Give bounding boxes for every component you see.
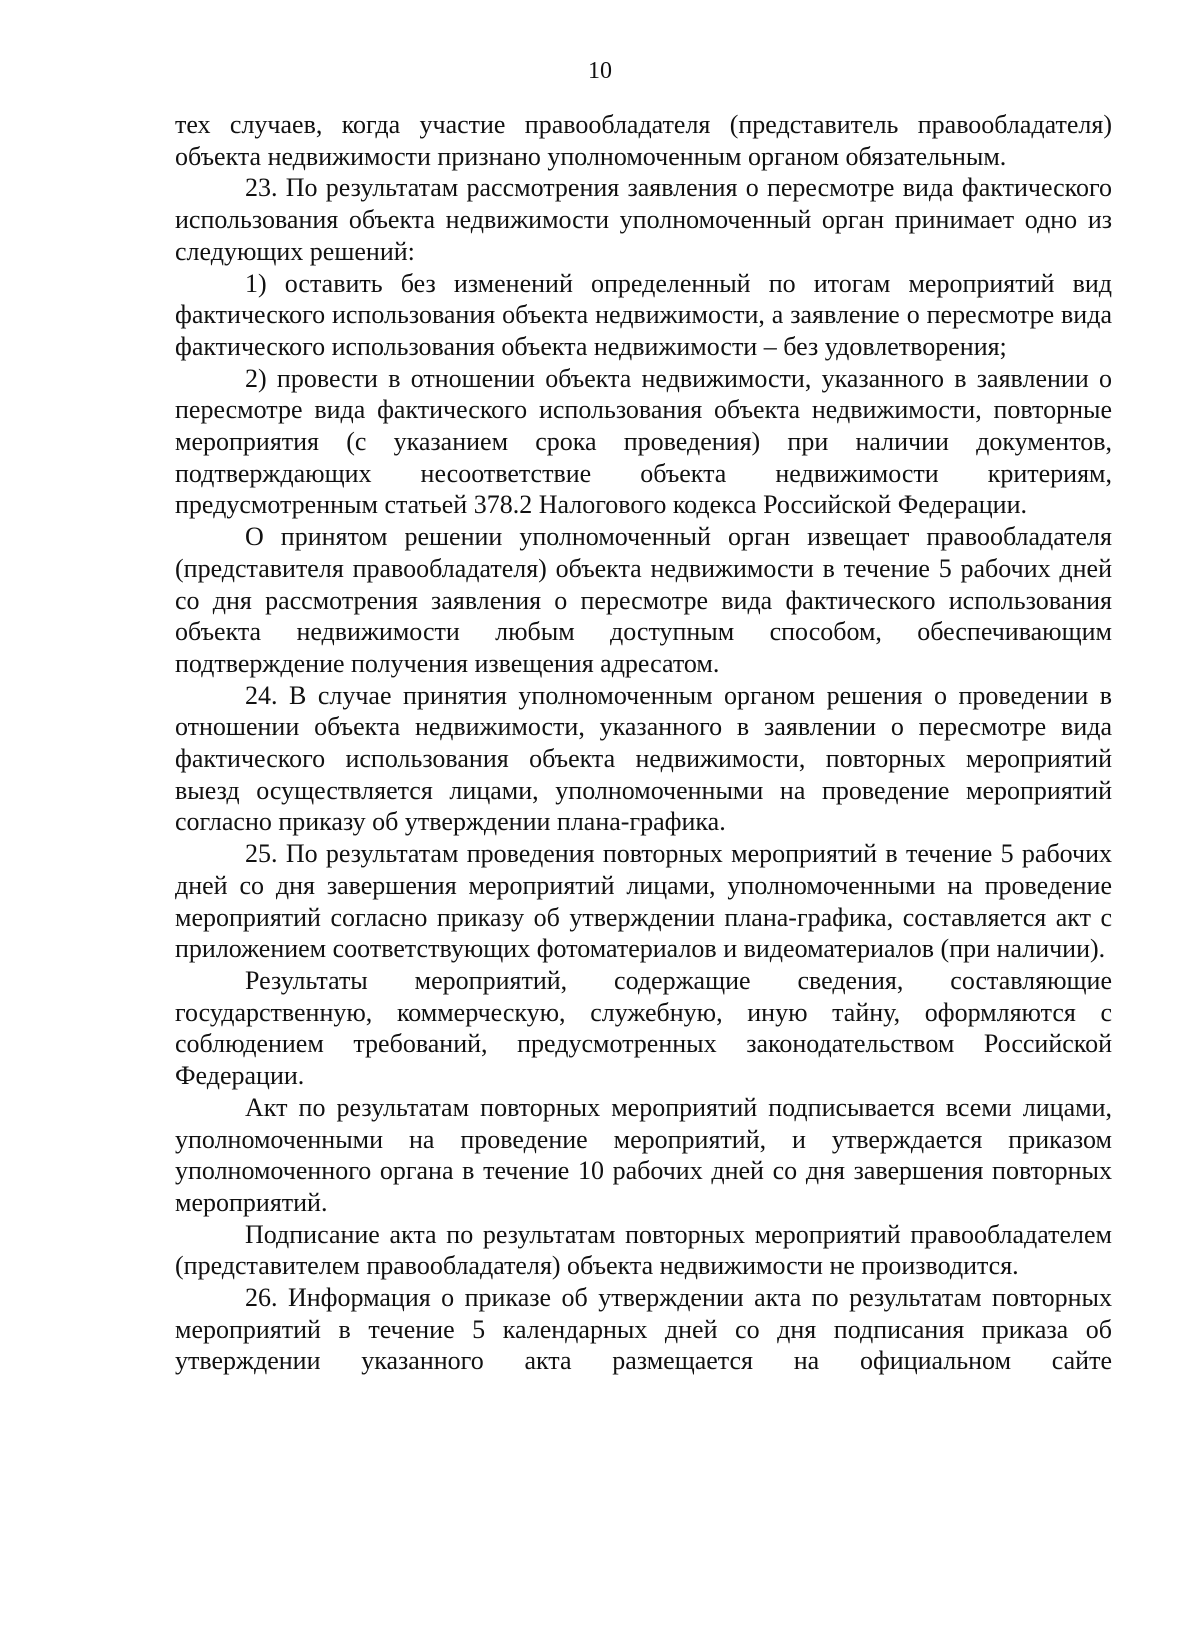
document-body (175, 109, 1112, 1377)
paragraph-item-26: 26. Информация о приказе об утверждении акта по результатам повторных мероприятий в течение 5 календарных дней со дня подписания приказа об утверждении указанного акта размещается на официальном сайте (175, 1283, 1112, 1376)
page-number: 10 (588, 58, 612, 84)
paragraph-item-23: 23. По результатам рассмотрения заявления о пересмотре вида фактического использования объекта недвижимости уполномоченный орган принимает одно из следующих решений: (175, 173, 1112, 266)
paragraph-subitem-1: 1) оставить без изменений определенный по итогам мероприятий вид фактического использования объекта недвижимости, а заявление о пересмотре вида фактического использования объекта недвижимости – без удовлетворения; (175, 268, 1112, 361)
paragraph-continuation: тех случаев, когда участие правообладателя (представитель правообладателя) объекта недвижимости признано уполномоченным органом обязательным. (175, 110, 1112, 171)
paragraph-item-25: 25. По результатам проведения повторных мероприятий в течение 5 рабочих дней со дня завершения мероприятий лицами, уполномоченными на проведение мероприятий согласно приказу об утверждении плана-графика, составляется акт с приложением соответствующих фотоматериалов и видеоматериалов (при наличии). (175, 839, 1112, 964)
paragraph-item-24: 24. В случае принятия уполномоченным органом решения о проведении в отношении объекта недвижимости, указанного в заявлении о пересмотре вида фактического использования объекта недвижимости, повторных мероприятий выезд осуществляется лицами, уполномоченными на проведение мероприятий согласно приказу об утверждении плана-графика. (175, 680, 1112, 837)
paragraph-notification: О принятом решении уполномоченный орган извещает правообладателя (представителя правообладателя) объекта недвижимости в течение 5 рабочих дней со дня рассмотрения заявления о пересмотре вида фактического использования объекта недвижимости любым доступным способом, обеспечивающим подтверждение получения извещения адресатом. (175, 522, 1112, 678)
paragraph-owner-signing: Подписание акта по результатам повторных мероприятий правообладателем (представителем правообладателя) объекта недвижимости не производится. (175, 1219, 1112, 1281)
paragraph-act-signing: Акт по результатам повторных мероприятий подписывается всеми лицами, уполномоченными на проведение мероприятий, и утверждается приказом уполномоченного органа в течение 10 рабочих дней со дня завершения повторных мероприятий. (175, 1092, 1112, 1217)
paragraph-secrecy: Результаты мероприятий, содержащие сведения, составляющие государственную, коммерческую, служебную, иную тайну, оформляются с соблюдением требований, предусмотренных законодательством Российской Федерации. (175, 965, 1112, 1091)
paragraph-subitem-2: 2) провести в отношении объекта недвижимости, указанного в заявлении о пересмотре вида фактического использования объекта недвижимости, повторные мероприятия (с указанием срока проведения) при наличии документов, подтверждающих несоответствие объекта недвижимости критериям, предусмотренным статьей 378.2 Налогового кодекса Российской Федерации. (175, 363, 1112, 520)
